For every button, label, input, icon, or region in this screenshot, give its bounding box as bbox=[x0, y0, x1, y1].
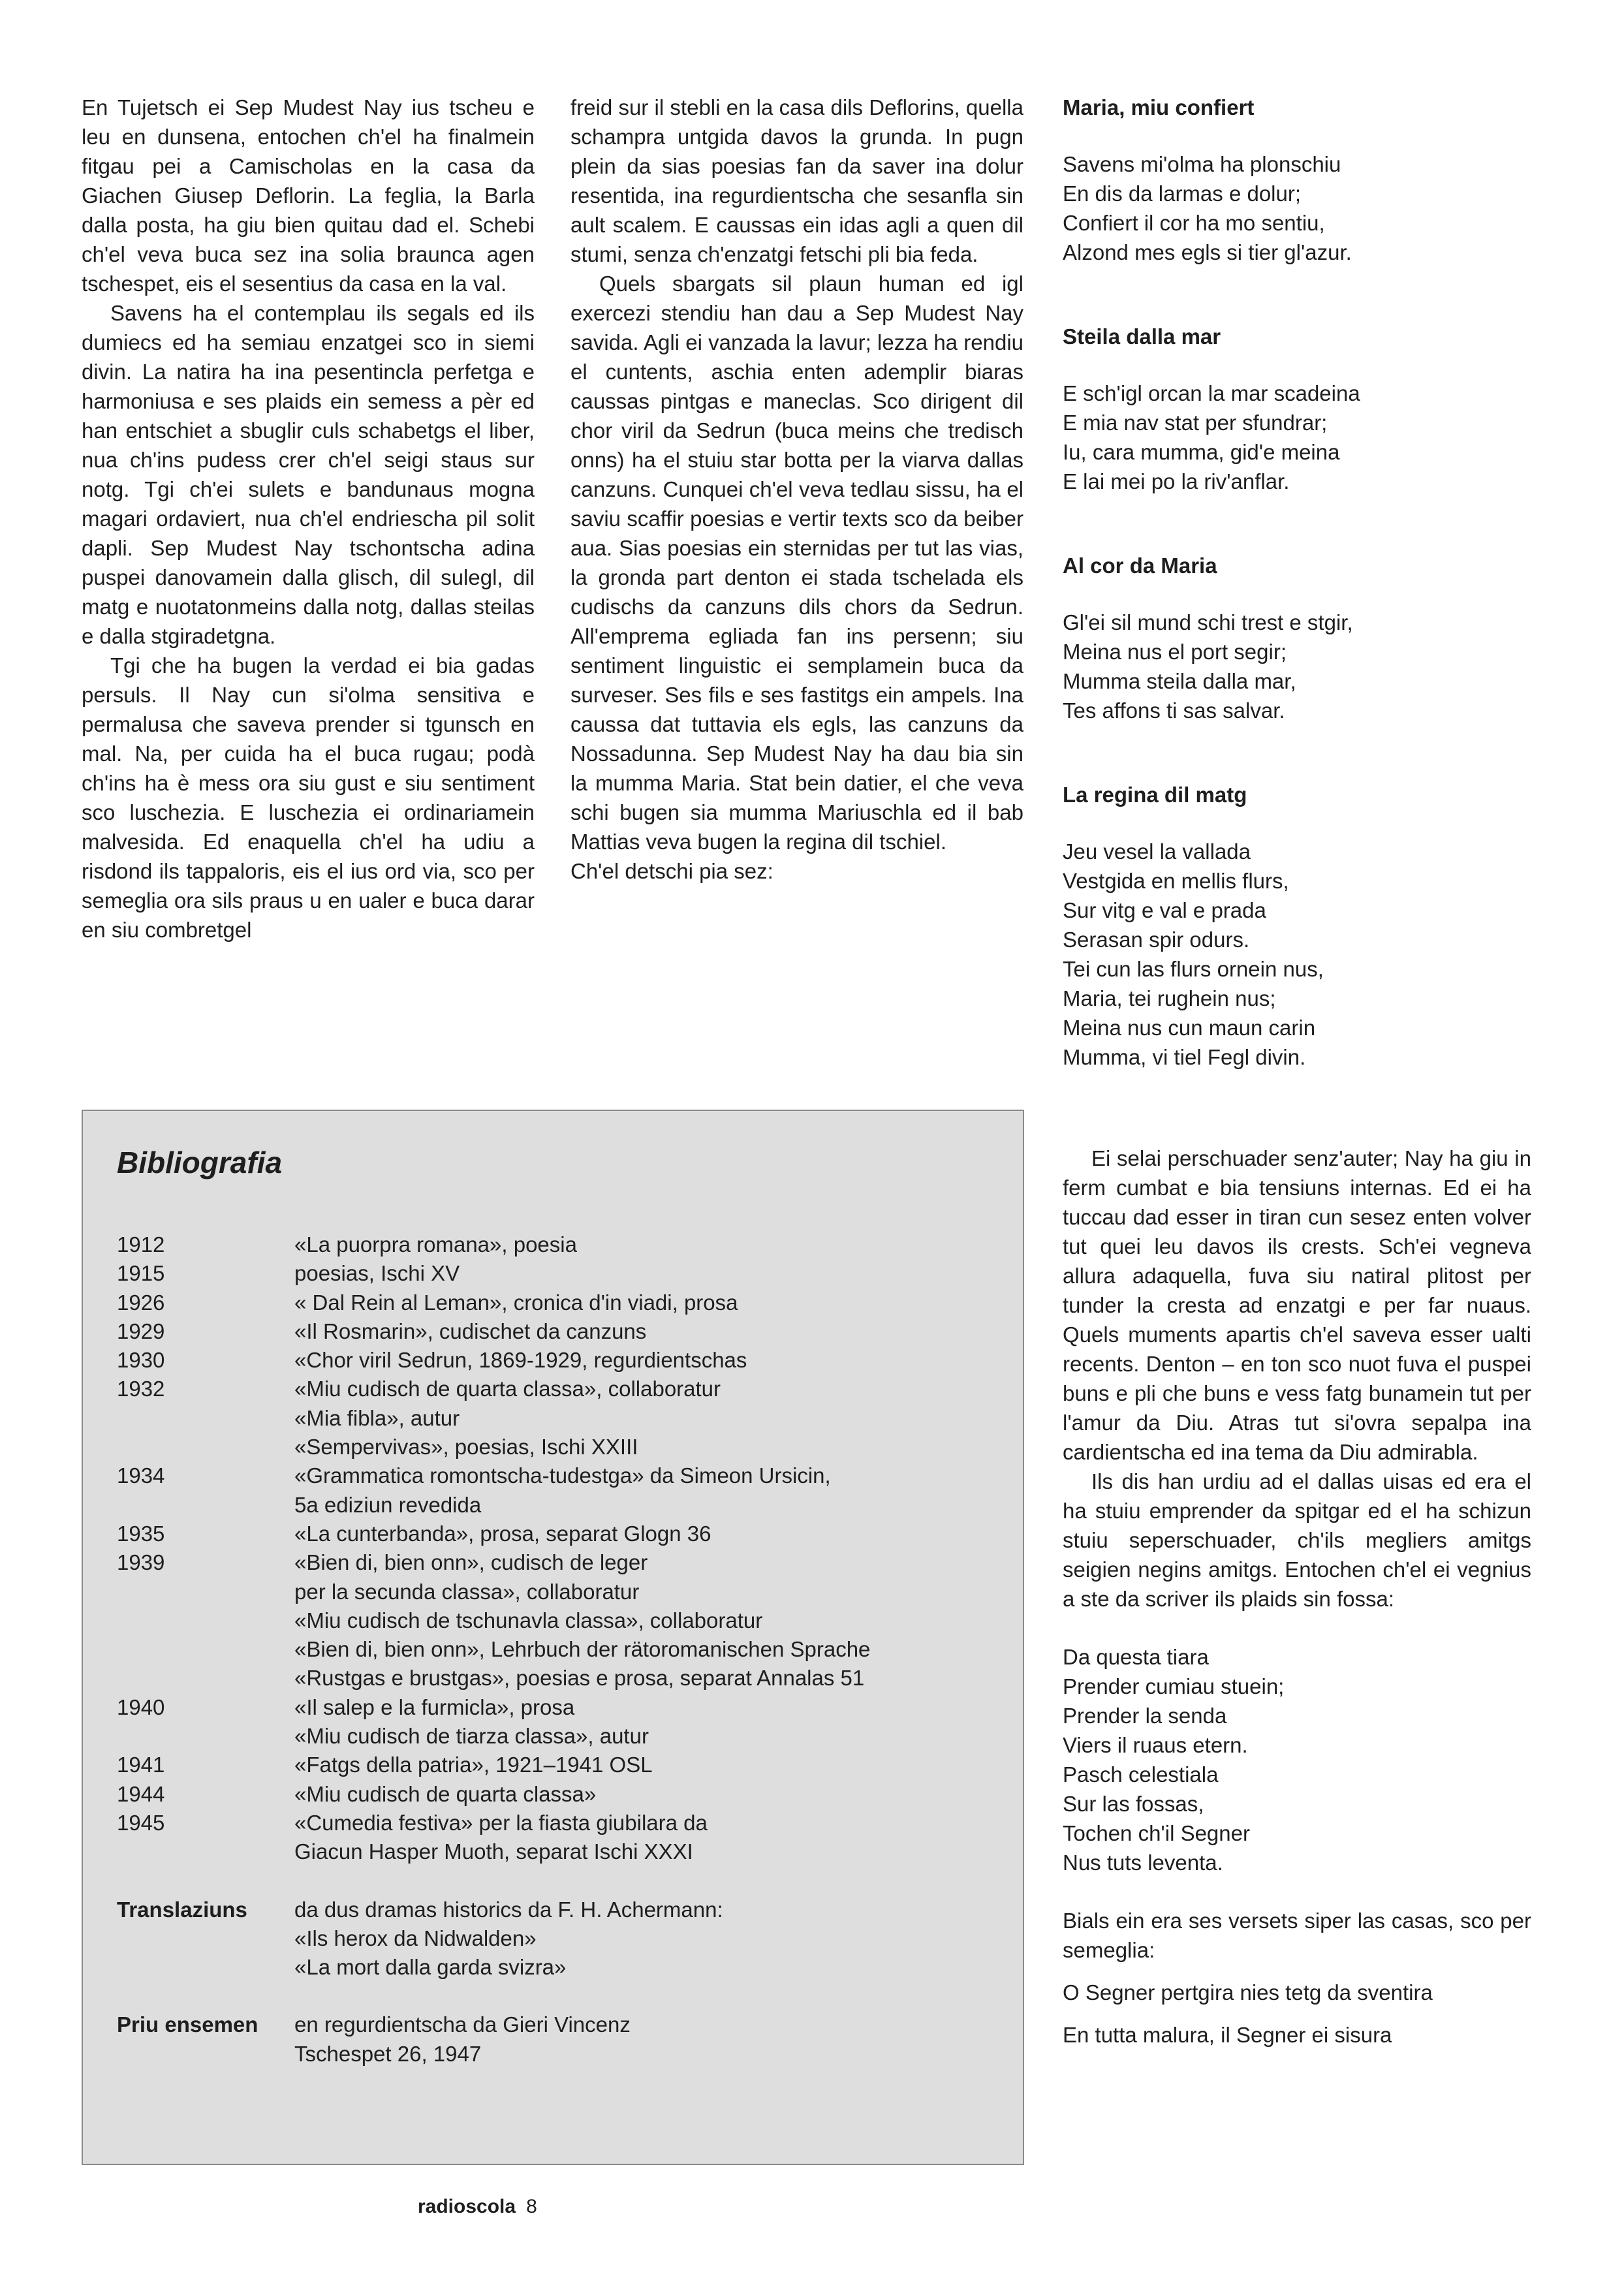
page-number: 8 bbox=[526, 2196, 537, 2217]
paragraph: Ch'el detschi pia sez: bbox=[570, 859, 773, 883]
bibliography-entry bbox=[117, 1780, 1005, 1809]
bibliography-entry bbox=[117, 1461, 1005, 1490]
poem bbox=[1063, 93, 1542, 267]
poem bbox=[1063, 322, 1542, 496]
bibliography-entry bbox=[117, 1317, 1005, 1346]
entry-text: «Il Rosmarin», cudischet da canzuns bbox=[294, 1319, 647, 1343]
verse-line: Prender la senda bbox=[1063, 1704, 1227, 1728]
poem bbox=[1063, 780, 1542, 1072]
paragraph: Bials ein era ses versets siper las casas, sco per semeglia: bbox=[1063, 1909, 1531, 1962]
entry-text: 5a ediziun revedida bbox=[294, 1492, 482, 1517]
poem-line: Confiert il cor ha mo sentiu, bbox=[1063, 211, 1325, 235]
compiled-line: en regurdientscha da Gieri Vincenz bbox=[294, 2012, 631, 2037]
entry-text: per la secunda classa», collaboratur bbox=[294, 1579, 640, 1604]
entry-text: «Sempervivas», poesias, Ischi XXIII bbox=[294, 1435, 638, 1460]
paragraph: Savens ha el contemplau ils segals ed ils dumiecs ed ha semiau enzatgei sco in siemi divin. La natira ha ina pesentincla perfetga e harmoniusa e ses plaids ein semess a pèr ed han entschiet a sbuglir culs schabetgs el liber, nua ch'ins pudess crer ch'el seigi staus sur notg. Tgi ch'ei sulets e bandunaus mogna magari ordaviert, nua ch'el endriescha pil solit dapli. Sep Mudest Nay tschontscha adina puspei danovamein dalla glisch, dil sulegl, dil matg e nuotatonmeins dalla notg, dallas steilas e dalla stgiradetgna. bbox=[82, 301, 535, 648]
bibliography-entry bbox=[117, 1433, 1005, 1461]
verse-line: Sur las fossas, bbox=[1063, 1792, 1204, 1816]
paragraph: freid sur il stebli en la casa dils Deflorins, quella schampra untgida davos la grunda. In pugn plein da sias poesias fan da saver ina dolur resentida, ina regurdientscha che sesanfla sin ault scalem. E caussas ein idas agli a quen dil stumi, senza ch'enzatgi fetschi pli bia feda. bbox=[570, 95, 1023, 266]
bibliography-list bbox=[117, 1230, 1005, 2069]
entry-year: 1941 bbox=[117, 1753, 165, 1777]
entry-text: «Bien di, bien onn», Lehrbuch der rätoromanischen Sprache bbox=[294, 1637, 871, 1662]
entry-year bbox=[117, 1578, 294, 1606]
bibliography-entry bbox=[117, 1635, 1005, 1664]
entry-year bbox=[117, 1837, 294, 1866]
poem-line: Meina nus cun maun carin bbox=[1063, 1016, 1316, 1040]
bibliography-title: Bibliografia bbox=[117, 1146, 283, 1179]
verse-line: Nus tuts leventa. bbox=[1063, 1850, 1223, 1875]
entry-year bbox=[117, 1635, 294, 1664]
poem-line: Vestgida en mellis flurs, bbox=[1063, 869, 1289, 893]
bibliography-entry bbox=[117, 1722, 1005, 1751]
entry-year bbox=[117, 1664, 294, 1693]
bibliography-entry bbox=[117, 1664, 1005, 1693]
entry-year: 1926 bbox=[117, 1290, 165, 1315]
entry-text: Giacun Hasper Muoth, separat Ischi XXXI bbox=[294, 1839, 693, 1864]
paragraph: Tgi che ha bugen la verdad ei bia gadas persuls. Il Nay cun si'olma sensitiva e permalusa che saveva prender si tgunsch en mal. Na, per cuida ha el buca rugau; podà ch'ins ha è mess ora siu gust e siu sentiment sco luschezia. E luschezia ei ordinariamein malvesida. Ed enaquella ch'el ha udiu a risdond ils tappaloris, eis el ius ord via, sco per semeglia ora sils praus u en ualer e buca darar en siu combretgel bbox=[82, 653, 535, 942]
article-column-2 bbox=[570, 93, 1023, 886]
poem-line: Mumma steila dalla mar, bbox=[1063, 669, 1296, 693]
poem-line: Gl'ei sil mund schi trest e stgir, bbox=[1063, 610, 1353, 634]
bibliography-entry bbox=[117, 1288, 1005, 1317]
entry-text: « Dal Rein al Leman», cronica d'in viadi, prosa bbox=[294, 1290, 738, 1315]
entry-text: «La cunterbanda», prosa, separat Glogn 36 bbox=[294, 1521, 711, 1546]
bibliography-entry bbox=[117, 1751, 1005, 1779]
compiled-line: Tschespet 26, 1947 bbox=[294, 2041, 482, 2066]
poem-line: Alzond mes egls si tier gl'azur. bbox=[1063, 240, 1352, 264]
poem-title: Al cor da Maria bbox=[1063, 554, 1217, 578]
poem-line: Sur vitg e val e prada bbox=[1063, 898, 1266, 922]
poem-line: E sch'igl orcan la mar scadeina bbox=[1063, 381, 1360, 405]
entry-text: «Miu cudisch de tschunavla classa», collaboratur bbox=[294, 1608, 763, 1632]
entry-text: «Miu cudisch de quarta classa», collaboratur bbox=[294, 1377, 721, 1401]
entry-year bbox=[117, 1606, 294, 1635]
entry-year bbox=[117, 1404, 294, 1433]
verse-line: Viers il ruaus etern. bbox=[1063, 1733, 1248, 1757]
entry-text: «Cumedia festiva» per la fiasta giubilara da bbox=[294, 1810, 708, 1835]
verse-line: Prender cumiau stuein; bbox=[1063, 1674, 1285, 1698]
poem-line: E mia nav stat per sfundrar; bbox=[1063, 411, 1328, 435]
poem-line: Jeu vesel la vallada bbox=[1063, 839, 1251, 864]
entry-year: 1939 bbox=[117, 1550, 165, 1575]
poem-line: En dis da larmas e dolur; bbox=[1063, 181, 1302, 206]
entry-text: «La puorpra romana», poesia bbox=[294, 1232, 577, 1257]
entry-year bbox=[117, 1433, 294, 1461]
entry-year: 1915 bbox=[117, 1261, 165, 1286]
paragraph: Ils dis han urdiu ad el dallas uisas ed era el ha stuiu emprender da spitgar ed el ha schizun stuiu seperschuader, ch'ils megliers amitgs seigien negins amitgs. Entochen ch'el ei vegnius a ste da scriver ils plaids sin fossa: bbox=[1063, 1469, 1531, 1611]
poem-line: E lai mei po la riv'anflar. bbox=[1063, 469, 1290, 493]
bibliography-entry bbox=[117, 1375, 1005, 1403]
poem bbox=[1063, 551, 1542, 725]
verse-line: Pasch celestiala bbox=[1063, 1762, 1219, 1787]
entry-year: 1940 bbox=[117, 1694, 165, 1719]
bibliography-entry bbox=[117, 1837, 1005, 1866]
entry-text: «Chor viril Sedrun, 1869-1929, regurdientschas bbox=[294, 1348, 747, 1373]
entry-year: 1934 bbox=[117, 1463, 165, 1488]
bibliography-entry bbox=[117, 1346, 1005, 1375]
entry-text: «Fatgs della patria», 1921–1941 OSL bbox=[294, 1753, 653, 1777]
entry-text: poesias, Ischi XV bbox=[294, 1261, 460, 1286]
poem-line: Tei cun las flurs ornein nus, bbox=[1063, 957, 1324, 981]
bibliography-entry bbox=[117, 1578, 1005, 1606]
entry-year: 1944 bbox=[117, 1781, 165, 1806]
entry-text: «Bien di, bien onn», cudisch de leger bbox=[294, 1550, 648, 1575]
entry-year: 1929 bbox=[117, 1319, 165, 1343]
compiled-label: Priu ensemen bbox=[117, 2012, 258, 2037]
poem-title: Maria, miu confiert bbox=[1063, 95, 1255, 119]
entry-text: «Il salep e la furmicla», prosa bbox=[294, 1694, 575, 1719]
bibliography-entry bbox=[117, 1693, 1005, 1722]
poem-line: Iu, cara mumma, gid'e meina bbox=[1063, 440, 1340, 464]
poems-column bbox=[1063, 93, 1542, 1072]
compiled-entry bbox=[117, 2010, 1005, 2069]
house-verse-line: En tutta malura, il Segner ei sisura bbox=[1063, 2023, 1392, 2047]
bibliography-entry bbox=[117, 1809, 1005, 1837]
entry-year bbox=[117, 1722, 294, 1751]
poem-line: Meina nus el port segir; bbox=[1063, 640, 1287, 664]
translation-line: «Ils herox da Nidwalden» bbox=[294, 1926, 537, 1950]
article-column-3 bbox=[1063, 1144, 1531, 2050]
poem-line: Maria, tei rughein nus; bbox=[1063, 986, 1276, 1010]
entry-year: 1945 bbox=[117, 1810, 165, 1835]
translation-line: da dus dramas historics da F. H. Achermann: bbox=[294, 1897, 723, 1922]
poem-title: La regina dil matg bbox=[1063, 783, 1247, 807]
paragraph: Ei selai perschuader senz'auter; Nay ha giu in ferm cumbat e bia tensiuns internas. Ed ei ha tuccau dad esser in tiran cun sesez enten volver tut quei leu davos ils crests. Sch'ei vegneva allura adaquella, fuva siu natiral plitost per tunder la cresta ad enzatgi e per far nuaus. Quels muments apartis ch'el saveva esser ualti recents. Denton – en ton sco nuot fuva el puspei buns e pli che buns e vess fatg bunamein tut per l'amur da Diu. Atras tut si'ovra sepalpa ina cardientscha ed ina tema da Diu admirabla. bbox=[1063, 1146, 1531, 1464]
house-verse-line: O Segner pertgira nies tetg da sventira bbox=[1063, 1980, 1433, 2005]
poem-line: Mumma, vi tiel Fegl divin. bbox=[1063, 1045, 1306, 1069]
entry-year: 1912 bbox=[117, 1232, 165, 1257]
bibliography-entry bbox=[117, 1548, 1005, 1577]
page-footer bbox=[418, 2196, 537, 2218]
poem-line: Savens mi'olma ha plonschiu bbox=[1063, 152, 1341, 176]
entry-year bbox=[117, 1491, 294, 1520]
translation-line: «La mort dalla garda svizra» bbox=[294, 1955, 567, 1980]
poem-title: Steila dalla mar bbox=[1063, 324, 1221, 349]
translations-entry bbox=[117, 1896, 1005, 1982]
article-column-1 bbox=[82, 93, 535, 945]
bibliography-entry bbox=[117, 1230, 1005, 1259]
entry-text: «Mia fibla», autur bbox=[294, 1405, 460, 1430]
poem-line: Serasan spir odurs. bbox=[1063, 928, 1250, 952]
entry-text: «Rustgas e brustgas», poesias e prosa, separat Annalas 51 bbox=[294, 1666, 865, 1691]
bibliography-entry bbox=[117, 1520, 1005, 1548]
bibliography-entry bbox=[117, 1404, 1005, 1433]
entry-year: 1930 bbox=[117, 1348, 165, 1373]
translations-label: Translaziuns bbox=[117, 1897, 247, 1922]
verse-line: Tochen ch'il Segner bbox=[1063, 1821, 1250, 1845]
bibliography-box bbox=[82, 1110, 1024, 2165]
poem-line: Tes affons ti sas salvar. bbox=[1063, 698, 1285, 723]
publication-name: radioscola bbox=[418, 2196, 516, 2217]
entry-year: 1932 bbox=[117, 1377, 165, 1401]
entry-text: «Miu cudisch de quarta classa» bbox=[294, 1781, 597, 1806]
entry-text: «Miu cudisch de tiarza classa», autur bbox=[294, 1724, 649, 1749]
entry-year: 1935 bbox=[117, 1521, 165, 1546]
grave-verse bbox=[1063, 1642, 1531, 1877]
bibliography-entry bbox=[117, 1491, 1005, 1520]
paragraph: En Tujetsch ei Sep Mudest Nay ius tscheu e leu en dunsena, entochen ch'el ha finalmein fitgau pei a Camischolas en la casa da Giachen Giusep Deflorin. La feglia, la Barla dalla posta, ha giu bien quitau dad el. Schebi ch'el veva buca sez ina solia braunca agen tschespet, eis el sesentius da casa en la val. bbox=[82, 95, 535, 296]
entry-text: «Grammatica romontscha-tudestga» da Simeon Ursicin, bbox=[294, 1463, 831, 1488]
bibliography-entry bbox=[117, 1259, 1005, 1288]
paragraph: Quels sbargats sil plaun human ed igl exercezi stendiu han dau a Sep Mudest Nay savida. Agli ei vanzada la lavur; lezza ha rendiu el cuntents, aschia enten ademplir biaras caussas pintgas e maneclas. Sco dirigent dil chor viril da Sedrun (buca meins che tredisch onns) ha el stuiu star botta per la viarva dallas canzuns. Cunquei ch'el veva tedlau sissu, ha el saviu scaffir poesias e vertir texts sco da beiber aua. Sias poesias ein sternidas per tut las vias, la gronda part denton ei stada tschelada els cudischs da canzuns dils chors da Sedrun. All'emprema egliada fan ins persenn; siu sentiment linguistic ei semplamein buca da surveser. Ses fils e ses fastitgs ein ampels. Ina caussa dat tuttavia els egls, las canzuns da Nossadunna. Sep Mudest Nay ha dau bia sin la mumma Maria. Stat bein datier, el che veva schi bugen sia mumma Mariuschla ed il bab Mattias veva bugen la regina dil tschiel. bbox=[570, 272, 1023, 854]
verse-line: Da questa tiara bbox=[1063, 1645, 1209, 1669]
bibliography-entry bbox=[117, 1606, 1005, 1635]
